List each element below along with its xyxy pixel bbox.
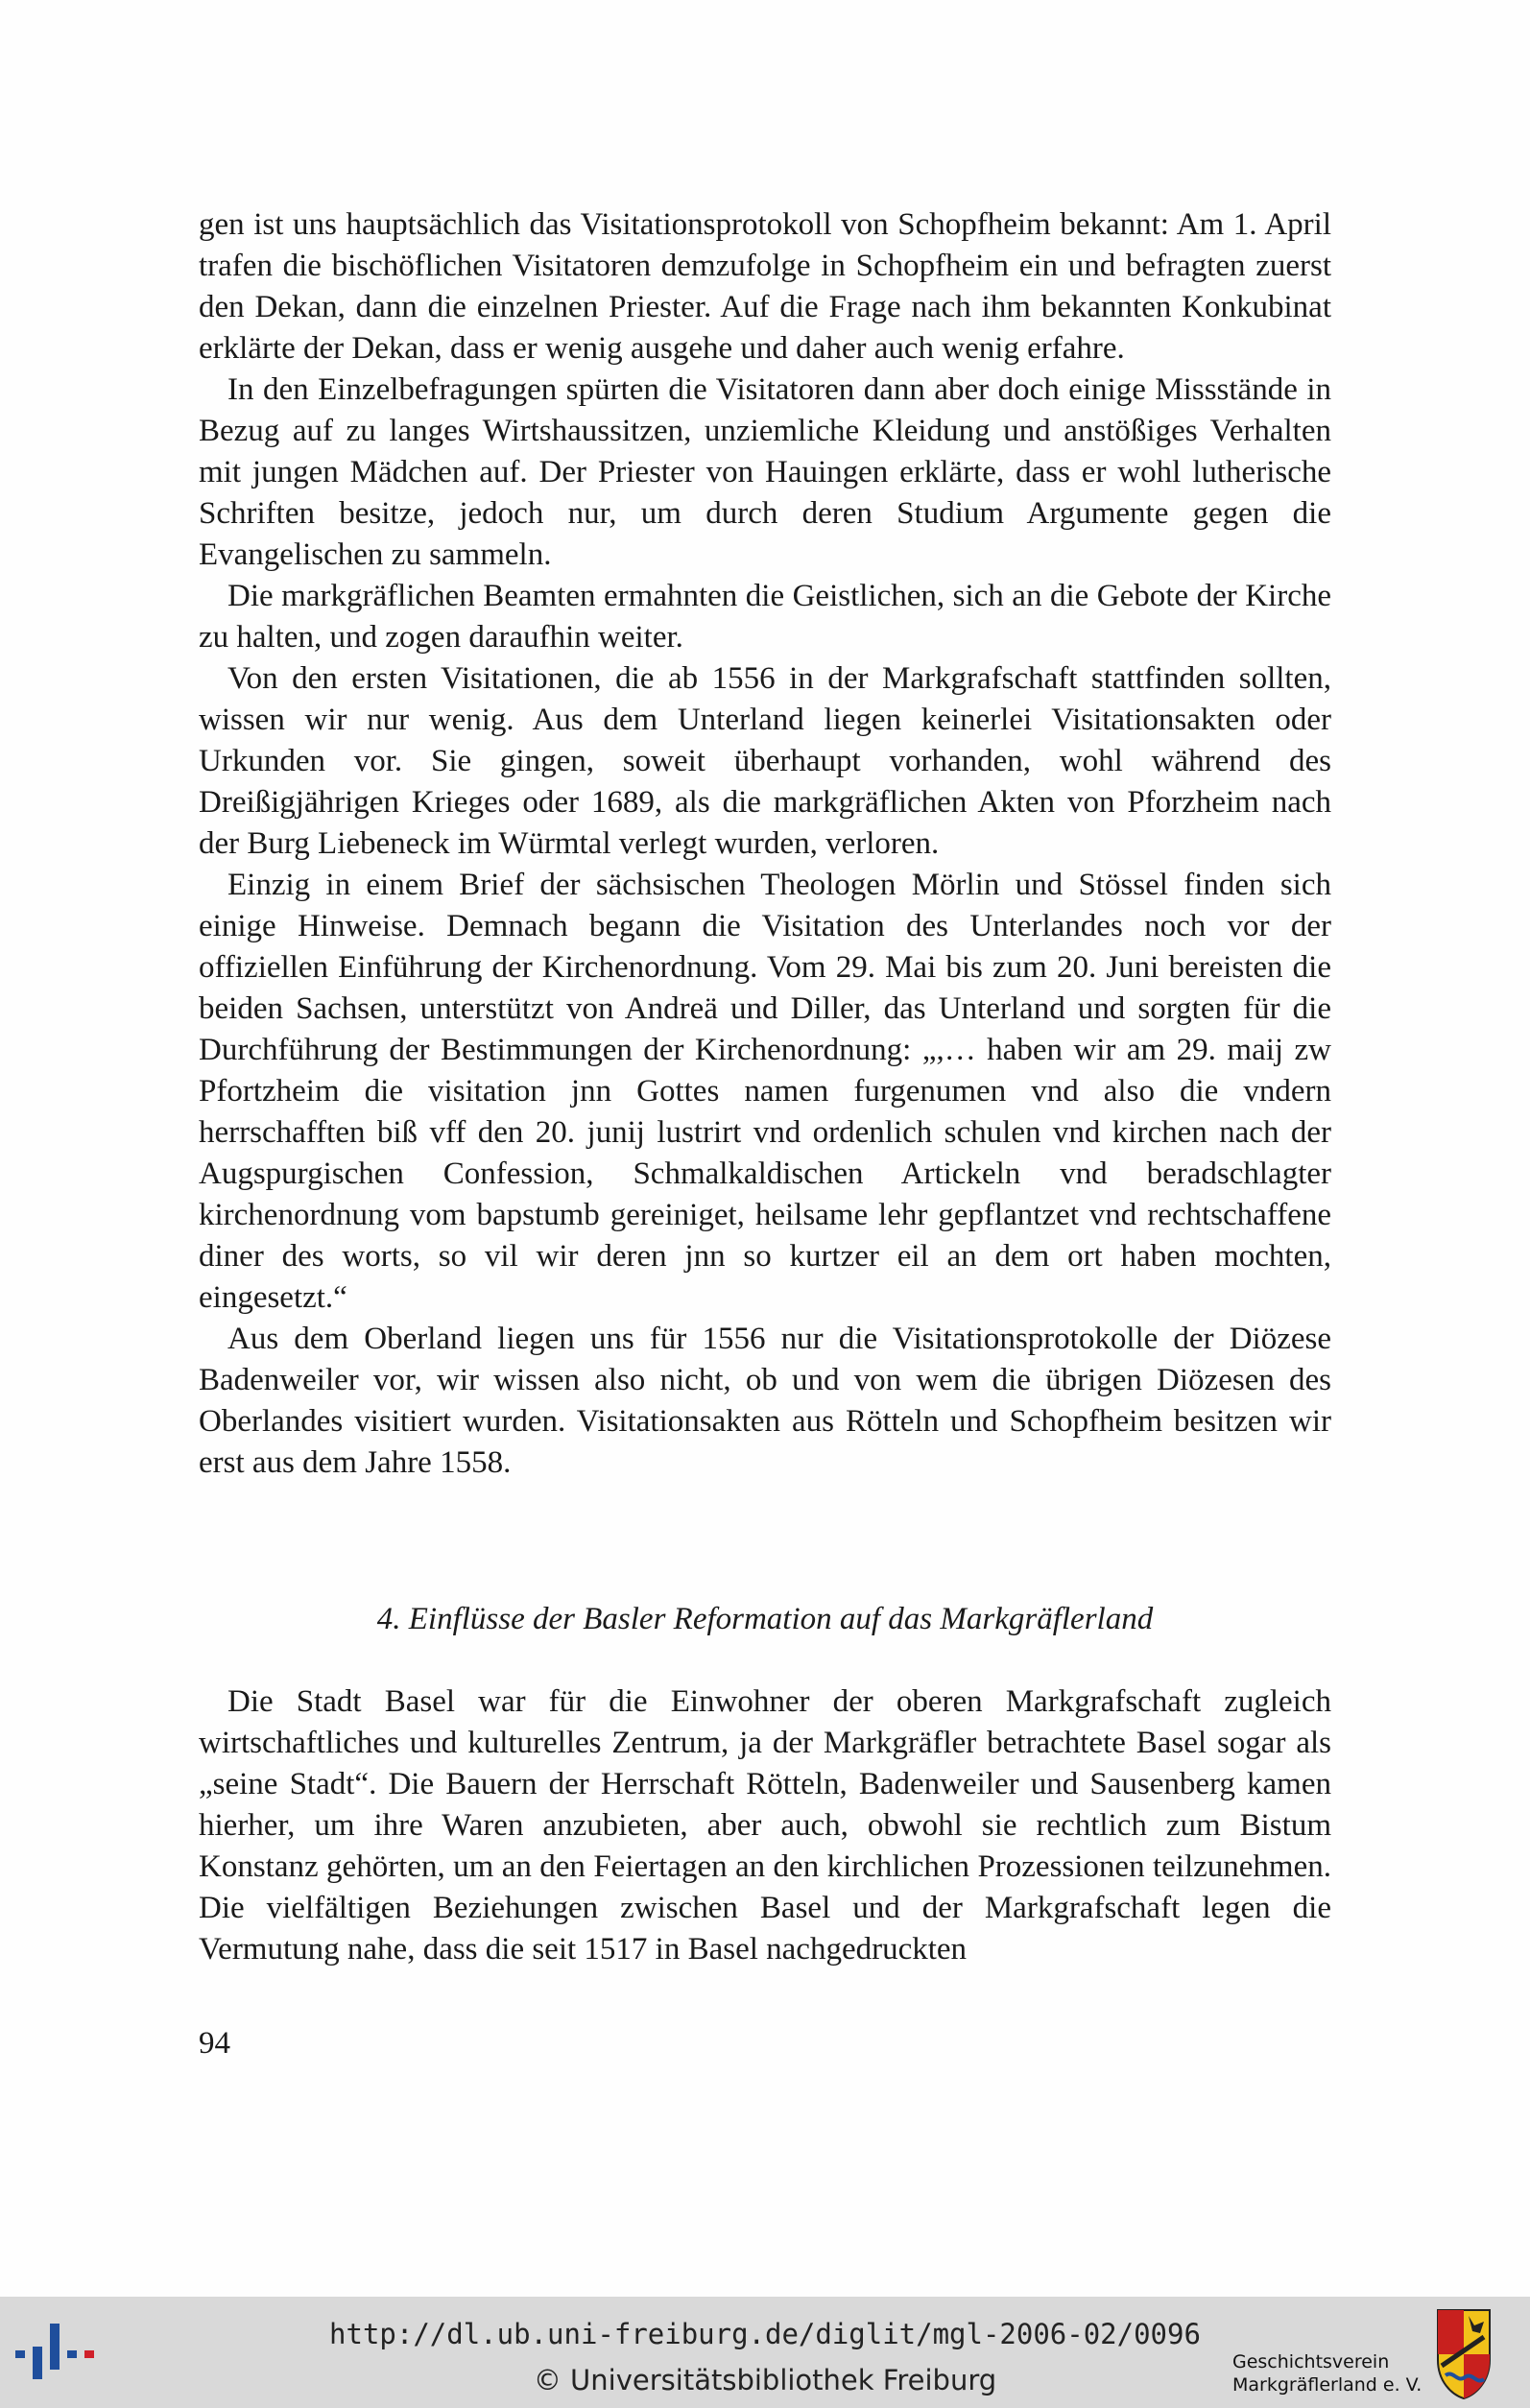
paragraph: gen ist uns hauptsächlich das Visitationsprotokoll von Schopfheim bekannt: Am 1. April trafen die bischöflichen Visitatoren demzufolge in Schopfheim ein und befragten zuerst den Dekan, dann die einzelnen Priester. Auf die Frage nach ihm bekannten Konkubinat erklärte der Dekan, dass er wenig ausgehe und daher auch wenig erfahre. — [199, 207, 1331, 366]
paragraph: Die markgräflichen Beamten ermahnten die Geistlichen, sich an die Gebote der Kirche zu halten, und zogen daraufhin weiter. — [199, 579, 1331, 655]
body-text-upper — [199, 204, 1331, 1484]
paragraph: Aus dem Oberland liegen uns für 1556 nur die Visitationsprotokolle der Diözese Badenweiler vor, wir wissen also nicht, ob und von wem die übrigen Diözesen des Oberlandes visitiert wurden. Visitationsakten aus Rötteln und Schopfheim besitzen wir erst aus dem Jahre 1558. — [199, 1322, 1331, 1480]
paragraph: Einzig in einem Brief der sächsischen Theologen Mörlin und Stössel finden sich einige Hinweise. Demnach begann die Visitation des Unterlandes noch vor der offiziellen Einführung der Kirchenordnung. Vom 29. Mai bis zum 20. Juni bereisten die beiden Sachsen, unterstützt von Andreä und Diller, das Unterland und sorgten für die Durchführung der Bestimmungen der Kirchenordnung: „,… haben wir am 29. maij zw Pfortzheim die visitation jnn Gottes namen furgenumen vnd also die vndern herrschafften biß vff den 20. junij lustrirt vnd ordenlich schulen vnd kirchen nach der Augspurgischen Confession, Schmalkaldischen Artickeln vnd beradschlagter kirchenordnung vom bapstumb gereiniget, heilsame lehr gepflantzet vnd rechtschaffene diner des worts, so vil wir deren jnn so kurtzer eil an dem ort haben mochten, eingesetzt.“ — [199, 868, 1331, 1315]
document-url-link[interactable]: http://dl.ub.uni-freiburg.de/diglit/mgl-2006-02/0096 — [329, 2318, 1201, 2350]
section-heading: 4. Einflüsse der Basler Reformation auf das Markgräflerland — [376, 1602, 1154, 1636]
page-number: 94 — [199, 2026, 230, 2061]
society-name-line2: Markgräflerland e. V. — [1232, 2374, 1422, 2396]
paragraph: Die Stadt Basel war für die Einwohner der oberen Markgrafschaft zugleich wirtschaftliches und kulturelles Zentrum, ja der Markgräfler betrachtete Basel sogar als „seine Stadt“. Die Bauern der Herrschaft Rötteln, Badenweiler und Sausenberg kamen hierher, um ihre Waren anzubieten, aber auch, obwohl sie rechtlich zum Bistum Konstanz gehörten, um an den Feiertagen an den kirchlichen Prozessionen teilzunehmen. Die vielfältigen Beziehungen zwischen Basel und der Markgrafschaft legen die Vermutung nahe, dass die seit 1517 in Basel nachgedruckten — [199, 1684, 1331, 1967]
body-text-lower — [199, 1681, 1331, 1970]
paragraph: Von den ersten Visitationen, die ab 1556 in der Markgrafschaft stattfinden sollten, wissen wir nur wenig. Aus dem Unterland liegen keinerlei Visitationsakten oder Urkunden vor. Sie gingen, soweit überhaupt vorhanden, wohl während des Dreißigjährigen Krieges oder 1689, als die markgräflichen Akten von Pforzheim nach der Burg Liebeneck im Würmtal verlegt wurden, verloren. — [199, 661, 1331, 861]
viewer-footer — [0, 2297, 1530, 2408]
coat-of-arms-icon[interactable] — [1436, 2308, 1492, 2400]
paragraph: In den Einzelbefragungen spürten die Visitatoren dann aber doch einige Missstände in Bezug auf zu langes Wirtshaussitzen, unziemliche Kleidung und anstößiges Verhalten mit jungen Mädchen auf. Der Priester von Hauingen erklärte, dass er wohl lutherische Schriften besitze, jedoch nur, um durch deren Studium Argumente gegen die Evangelischen zu sammeln. — [199, 372, 1331, 572]
society-name-line1: Geschichtsverein — [1232, 2351, 1390, 2372]
copyright-notice: © Universitätsbibliothek Freiburg — [533, 2364, 997, 2396]
society-name[interactable] — [1232, 2350, 1422, 2396]
